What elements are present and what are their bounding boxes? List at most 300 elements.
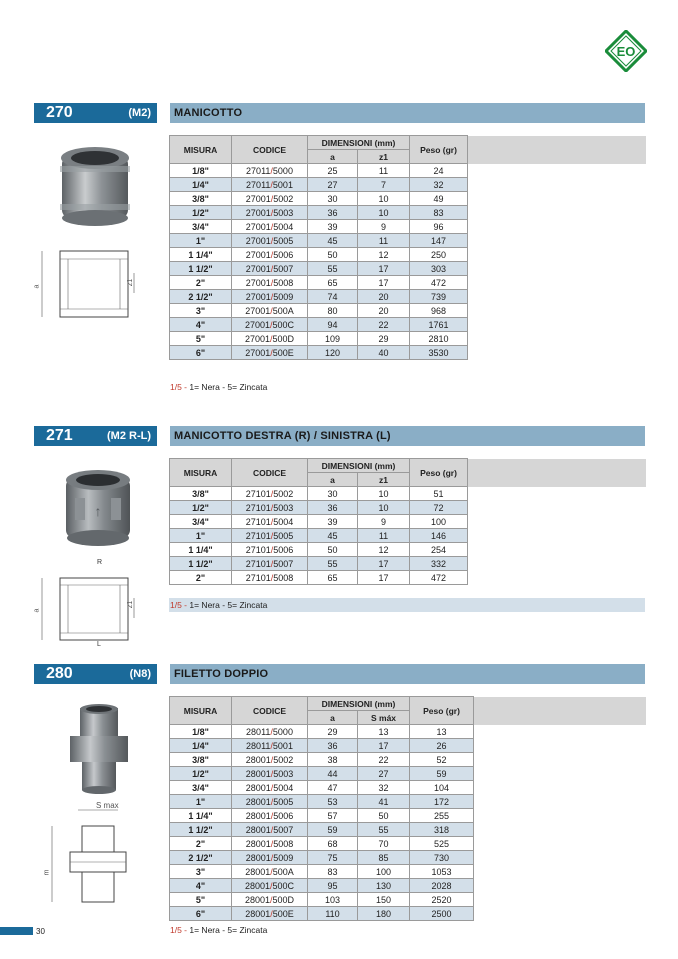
cell-codice <box>232 739 308 753</box>
section-code: (M2) <box>128 107 151 119</box>
cell-empty <box>468 332 646 346</box>
cell-empty <box>468 304 646 318</box>
cell-peso: 968 <box>410 304 468 318</box>
cell-misura: 2" <box>170 571 232 585</box>
page-footer-bar <box>0 927 33 935</box>
header-filler <box>468 136 646 164</box>
codice-suffix: 5004 <box>273 516 294 527</box>
codice-separator: / <box>270 165 273 176</box>
cell-peso: 24 <box>410 164 468 178</box>
table-row <box>170 487 646 501</box>
col-misura: MISURA <box>170 459 232 487</box>
codice-prefix: 27001 <box>244 333 270 344</box>
cell-dim-a: 30 <box>308 192 358 206</box>
cell-empty <box>468 206 646 220</box>
note-prefix: 1/5 - <box>170 600 188 610</box>
cell-codice <box>232 290 308 304</box>
cell-dim-a: 55 <box>308 557 358 571</box>
cell-dim-a: 45 <box>308 234 358 248</box>
codice-suffix: 5008 <box>273 838 294 849</box>
table-row <box>170 164 646 178</box>
spec-table <box>169 135 646 360</box>
cell-misura: 4" <box>170 318 232 332</box>
table-row <box>170 571 646 585</box>
col-dimensioni: DIMENSIONI (mm) <box>308 136 410 150</box>
codice-suffix: 500D <box>272 894 295 905</box>
codice-prefix: 27001 <box>245 347 271 358</box>
finish-note <box>170 600 267 610</box>
col-peso: Peso (gr) <box>410 697 474 725</box>
cell-dim-a: 59 <box>308 823 358 837</box>
cell-dim-a: 50 <box>308 248 358 262</box>
cell-dim-b: 150 <box>358 893 410 907</box>
cell-empty <box>474 809 646 823</box>
cell-codice <box>232 346 308 360</box>
col-misura: MISURA <box>170 697 232 725</box>
cell-dim-a: 65 <box>308 276 358 290</box>
table-row <box>170 192 646 206</box>
codice-separator: / <box>270 796 274 807</box>
product-photo-hex-nipple <box>66 702 132 794</box>
codice-prefix: 27001 <box>245 221 271 232</box>
codice-suffix: 5002 <box>273 488 294 499</box>
col-codice: CODICE <box>232 459 308 487</box>
cell-empty <box>468 192 646 206</box>
codice-prefix: 27101 <box>245 530 271 541</box>
cell-misura: 2 1/2" <box>170 290 232 304</box>
cell-codice <box>232 178 308 192</box>
codice-suffix: 500D <box>272 333 295 344</box>
cell-misura: 5" <box>170 332 232 346</box>
codice-separator: / <box>270 852 274 863</box>
cell-codice <box>232 262 308 276</box>
cell-empty <box>468 529 646 543</box>
codice-prefix: 28011 <box>246 740 271 751</box>
cell-dim-b: 50 <box>358 809 410 823</box>
cell-empty <box>468 164 646 178</box>
cell-peso: 525 <box>410 837 474 851</box>
cell-dim-b: 11 <box>358 164 410 178</box>
cell-empty <box>468 515 646 529</box>
codice-separator: / <box>270 347 273 358</box>
codice-suffix: 5009 <box>273 852 294 863</box>
codice-prefix: 27011 <box>246 165 271 176</box>
codice-separator: / <box>270 193 274 204</box>
codice-prefix: 27001 <box>245 263 271 274</box>
cell-dim-b: 22 <box>358 753 410 767</box>
codice-separator: / <box>270 782 274 793</box>
cell-misura: 1 1/2" <box>170 262 232 276</box>
cell-peso: 254 <box>410 543 468 557</box>
eo-logo-icon <box>605 30 647 72</box>
codice-separator: / <box>270 558 274 569</box>
table-row <box>170 767 646 781</box>
codice-suffix: 5003 <box>273 768 294 779</box>
codice-separator: / <box>270 810 274 821</box>
codice-suffix: 5006 <box>273 544 294 555</box>
cell-dim-b: 180 <box>358 907 410 921</box>
cell-peso: 96 <box>410 220 468 234</box>
cell-dim-a: 68 <box>308 837 358 851</box>
codice-separator: / <box>270 740 273 751</box>
cell-misura: 3" <box>170 304 232 318</box>
codice-suffix: 5008 <box>273 572 294 583</box>
cell-dim-a: 45 <box>308 529 358 543</box>
cell-codice <box>232 767 308 781</box>
table-row <box>170 739 646 753</box>
table-row <box>170 893 646 907</box>
drawing-label-l: L <box>97 641 101 648</box>
cell-codice <box>232 837 308 851</box>
codice-suffix: 5006 <box>273 249 294 260</box>
table-row <box>170 529 646 543</box>
section-header <box>34 664 645 684</box>
cell-peso: 146 <box>410 529 468 543</box>
section-title: MANICOTTO DESTRA (R) / SINISTRA (L) <box>174 430 391 442</box>
cell-misura: 4" <box>170 879 232 893</box>
col-peso: Peso (gr) <box>410 136 468 164</box>
section-title-bar <box>170 664 645 684</box>
cell-dim-a: 55 <box>308 262 358 276</box>
table-row <box>170 515 646 529</box>
cell-peso: 51 <box>410 487 468 501</box>
cell-dim-b: 17 <box>358 571 410 585</box>
cell-codice <box>232 206 308 220</box>
codice-prefix: 27101 <box>245 544 271 555</box>
cell-dim-a: 39 <box>308 515 358 529</box>
cell-misura: 5" <box>170 893 232 907</box>
codice-prefix: 27011 <box>246 179 271 190</box>
codice-suffix: 5005 <box>273 530 294 541</box>
codice-prefix: 28001 <box>245 908 271 919</box>
drawing-label-m: m <box>43 869 51 876</box>
drawing-label-r: R <box>97 559 103 566</box>
table-row <box>170 248 646 262</box>
cell-misura: 1 1/4" <box>170 248 232 262</box>
codice-separator: / <box>270 838 274 849</box>
cell-empty <box>474 837 646 851</box>
cell-misura: 1/8" <box>170 164 232 178</box>
cell-dim-a: 25 <box>308 164 358 178</box>
table-row <box>170 823 646 837</box>
codice-separator: / <box>270 754 274 765</box>
cell-dim-b: 11 <box>358 234 410 248</box>
cell-codice <box>232 851 308 865</box>
cell-peso: 13 <box>410 725 474 739</box>
cell-dim-b: 12 <box>358 543 410 557</box>
table-row <box>170 501 646 515</box>
table-row <box>170 220 646 234</box>
cell-misura: 1/4" <box>170 739 232 753</box>
table-row <box>170 753 646 767</box>
codice-suffix: 500C <box>272 880 295 891</box>
cell-dim-b: 27 <box>358 767 410 781</box>
cell-empty <box>468 248 646 262</box>
codice-suffix: 5002 <box>273 754 294 765</box>
cell-empty <box>474 893 646 907</box>
codice-separator: / <box>270 894 273 905</box>
cell-empty <box>474 753 646 767</box>
cell-codice <box>232 318 308 332</box>
cell-dim-b: 9 <box>358 220 410 234</box>
cell-misura: 3/8" <box>170 487 232 501</box>
cell-misura: 6" <box>170 907 232 921</box>
cell-peso: 49 <box>410 192 468 206</box>
table-row <box>170 879 646 893</box>
cell-dim-b: 12 <box>358 248 410 262</box>
section-code: (M2 R-L) <box>107 430 151 442</box>
cell-misura: 1" <box>170 234 232 248</box>
codice-separator: / <box>270 908 273 919</box>
codice-prefix: 28001 <box>245 810 271 821</box>
cell-dim-a: 39 <box>308 220 358 234</box>
codice-prefix: 28001 <box>245 754 271 765</box>
cell-dim-a: 57 <box>308 809 358 823</box>
codice-prefix: 28011 <box>246 726 271 737</box>
cell-codice <box>232 164 308 178</box>
drawing-label-smax: S max <box>96 801 119 810</box>
codice-suffix: 5007 <box>273 824 294 835</box>
cell-peso: 2500 <box>410 907 474 921</box>
cell-codice <box>232 501 308 515</box>
codice-suffix: 5005 <box>273 235 294 246</box>
page-number: 30 <box>36 927 45 936</box>
cell-dim-a: 36 <box>308 501 358 515</box>
table-row <box>170 276 646 290</box>
table-row <box>170 837 646 851</box>
section-header <box>34 103 645 123</box>
technical-drawing <box>40 808 144 918</box>
cell-codice <box>232 529 308 543</box>
cell-dim-a: 36 <box>308 206 358 220</box>
cell-dim-a: 47 <box>308 781 358 795</box>
codice-suffix: 5000 <box>272 165 293 176</box>
cell-peso: 172 <box>410 795 474 809</box>
table-row <box>170 234 646 248</box>
codice-separator: / <box>270 866 273 877</box>
cell-empty <box>468 571 646 585</box>
cell-peso: 32 <box>410 178 468 192</box>
codice-prefix: 27001 <box>245 249 271 260</box>
cell-dim-a: 110 <box>308 907 358 921</box>
table-row <box>170 725 646 739</box>
table-row <box>170 332 646 346</box>
cell-misura: 1/4" <box>170 178 232 192</box>
col-dim-a: a <box>308 473 358 487</box>
table-body <box>170 487 646 585</box>
cell-misura: 3/8" <box>170 192 232 206</box>
cell-empty <box>468 262 646 276</box>
cell-empty <box>468 276 646 290</box>
codice-suffix: 5001 <box>272 179 293 190</box>
codice-prefix: 28001 <box>245 852 271 863</box>
codice-separator: / <box>270 207 274 218</box>
codice-prefix: 27101 <box>245 488 271 499</box>
finish-note <box>170 382 267 392</box>
cell-dim-a: 120 <box>308 346 358 360</box>
cell-peso: 3530 <box>410 346 468 360</box>
cell-dim-a: 103 <box>308 893 358 907</box>
cell-peso: 1053 <box>410 865 474 879</box>
cell-peso: 2520 <box>410 893 474 907</box>
cell-dim-b: 7 <box>358 178 410 192</box>
cell-empty <box>474 795 646 809</box>
codice-separator: / <box>270 263 274 274</box>
section-271 <box>0 426 678 656</box>
cell-peso: 100 <box>410 515 468 529</box>
cell-codice <box>232 753 308 767</box>
cell-dim-b: 17 <box>358 262 410 276</box>
note-prefix: 1/5 - <box>170 925 188 935</box>
cell-empty <box>474 725 646 739</box>
table-row <box>170 290 646 304</box>
cell-peso: 26 <box>410 739 474 753</box>
cell-dim-a: 94 <box>308 318 358 332</box>
section-number-box <box>34 103 157 123</box>
cell-dim-b: 13 <box>358 725 410 739</box>
codice-suffix: 500C <box>272 319 295 330</box>
codice-separator: / <box>270 319 273 330</box>
finish-note <box>170 925 267 935</box>
codice-prefix: 27001 <box>245 193 271 204</box>
cell-codice <box>232 893 308 907</box>
drawing-label-a: a <box>33 284 41 289</box>
cell-codice <box>232 515 308 529</box>
cell-empty <box>468 346 646 360</box>
cell-peso: 52 <box>410 753 474 767</box>
codice-prefix: 28001 <box>245 782 271 793</box>
logo-text: EO <box>616 44 636 59</box>
cell-dim-b: 32 <box>358 781 410 795</box>
codice-suffix: 500E <box>272 347 294 358</box>
table-row <box>170 795 646 809</box>
cell-empty <box>474 767 646 781</box>
codice-separator: / <box>270 488 274 499</box>
cell-empty <box>468 178 646 192</box>
cell-dim-a: 109 <box>308 332 358 346</box>
section-number: 270 <box>46 104 73 121</box>
codice-separator: / <box>270 824 274 835</box>
codice-prefix: 27101 <box>245 558 271 569</box>
cell-dim-b: 22 <box>358 318 410 332</box>
note-text: 1= Nera - 5= Zincata <box>187 382 268 392</box>
cell-empty <box>474 851 646 865</box>
col-peso: Peso (gr) <box>410 459 468 487</box>
cell-peso: 739 <box>410 290 468 304</box>
codice-prefix: 27101 <box>245 516 271 527</box>
cell-codice <box>232 248 308 262</box>
table-row <box>170 865 646 879</box>
codice-suffix: 5004 <box>273 221 294 232</box>
cell-peso: 730 <box>410 851 474 865</box>
casting-mark-icon: ↑ <box>94 503 102 519</box>
codice-suffix: 500A <box>272 305 294 316</box>
cell-codice <box>232 795 308 809</box>
col-codice: CODICE <box>232 136 308 164</box>
cell-misura: 2" <box>170 276 232 290</box>
table-row <box>170 346 646 360</box>
section-number-box <box>34 664 157 684</box>
codice-separator: / <box>270 249 274 260</box>
codice-prefix: 28001 <box>245 768 271 779</box>
section-header <box>34 426 645 446</box>
codice-suffix: 500A <box>272 866 294 877</box>
codice-suffix: 5001 <box>272 740 293 751</box>
cell-misura: 6" <box>170 346 232 360</box>
header-filler <box>474 697 646 725</box>
cell-dim-b: 11 <box>358 529 410 543</box>
codice-separator: / <box>270 333 273 344</box>
cell-codice <box>232 234 308 248</box>
cell-peso: 255 <box>410 809 474 823</box>
codice-suffix: 5006 <box>273 810 294 821</box>
cell-misura: 2" <box>170 837 232 851</box>
cell-codice <box>232 907 308 921</box>
cell-misura: 1 1/4" <box>170 543 232 557</box>
cell-dim-b: 17 <box>358 739 410 753</box>
codice-prefix: 27001 <box>245 305 271 316</box>
cell-codice <box>232 879 308 893</box>
codice-separator: / <box>270 277 274 288</box>
cell-peso: 332 <box>410 557 468 571</box>
cell-codice <box>232 220 308 234</box>
codice-separator: / <box>270 516 274 527</box>
cell-misura: 1/8" <box>170 725 232 739</box>
cell-dim-a: 75 <box>308 851 358 865</box>
cell-codice <box>232 781 308 795</box>
codice-prefix: 28001 <box>245 838 271 849</box>
table-row <box>170 206 646 220</box>
cell-misura: 3/4" <box>170 515 232 529</box>
cell-dim-a: 50 <box>308 543 358 557</box>
cell-codice <box>232 571 308 585</box>
cell-misura: 1/2" <box>170 767 232 781</box>
section-title-bar <box>170 426 645 446</box>
cell-dim-b: 70 <box>358 837 410 851</box>
codice-prefix: 27001 <box>245 207 271 218</box>
cell-empty <box>468 318 646 332</box>
cell-dim-b: 10 <box>358 501 410 515</box>
codice-prefix: 28001 <box>244 880 270 891</box>
cell-dim-a: 83 <box>308 865 358 879</box>
codice-separator: / <box>270 179 273 190</box>
table-body <box>170 725 646 921</box>
section-title: MANICOTTO <box>174 107 243 119</box>
cell-empty <box>474 865 646 879</box>
cell-peso: 1761 <box>410 318 468 332</box>
codice-prefix: 27101 <box>245 572 271 583</box>
cell-peso: 83 <box>410 206 468 220</box>
section-code: (N8) <box>129 668 151 680</box>
codice-suffix: 5002 <box>273 193 294 204</box>
cell-empty <box>468 220 646 234</box>
cell-codice <box>232 725 308 739</box>
col-dimensioni: DIMENSIONI (mm) <box>308 459 410 473</box>
cell-codice <box>232 332 308 346</box>
cell-codice <box>232 304 308 318</box>
col-dim-a: a <box>308 150 358 164</box>
cell-empty <box>474 907 646 921</box>
cell-misura: 2 1/2" <box>170 851 232 865</box>
col-dimensioni: DIMENSIONI (mm) <box>308 697 410 711</box>
cell-dim-b: 29 <box>358 332 410 346</box>
cell-peso: 2028 <box>410 879 474 893</box>
section-title-bar <box>170 103 645 123</box>
cell-dim-a: 95 <box>308 879 358 893</box>
technical-drawing <box>34 570 144 650</box>
cell-peso: 104 <box>410 781 474 795</box>
codice-prefix: 28001 <box>244 894 270 905</box>
